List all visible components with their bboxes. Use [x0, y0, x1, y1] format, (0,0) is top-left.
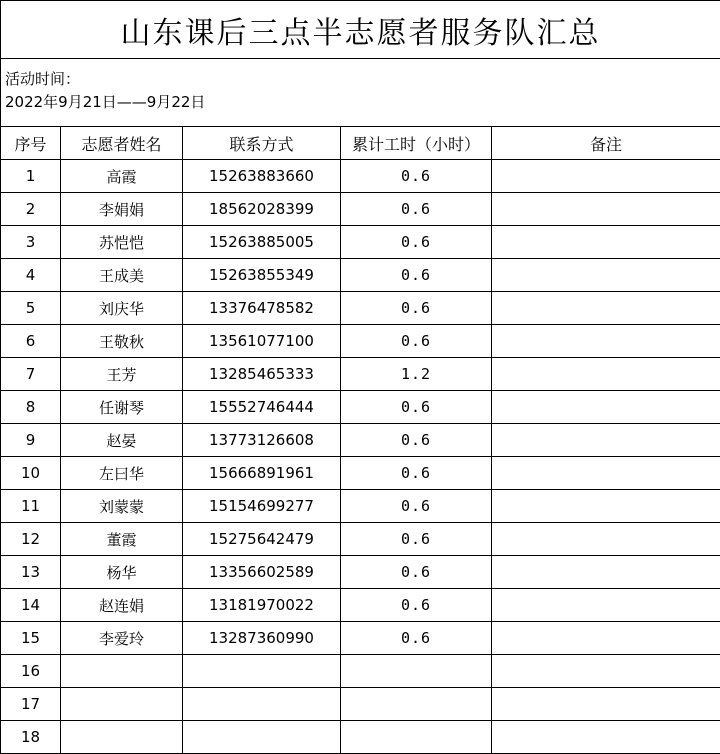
- row-hours: 0.6: [341, 325, 492, 358]
- row-index: 18: [1, 721, 61, 754]
- row-contact: 18562028399: [183, 193, 341, 226]
- row-name: [61, 721, 183, 754]
- activity-date: 2022年9月21日——9月22日: [5, 93, 206, 111]
- row-index: 3: [1, 226, 61, 259]
- row-contact: 13287360990: [183, 622, 341, 655]
- table-row: [1, 259, 720, 292]
- header-hours: 累计工时（小时）: [341, 127, 492, 160]
- row-name: 王芳: [61, 358, 183, 391]
- row-contact: 15666891961: [183, 457, 341, 490]
- header-note: 备注: [492, 127, 720, 160]
- row-index: 6: [1, 325, 61, 358]
- table-row: [1, 523, 720, 556]
- activity-label: 活动时间：: [5, 70, 81, 88]
- row-index: 5: [1, 292, 61, 325]
- row-hours: 0.6: [341, 160, 492, 193]
- activity-info: [1, 59, 720, 127]
- row-index: 17: [1, 688, 61, 721]
- row-note: [492, 292, 720, 325]
- row-note: [492, 721, 720, 754]
- row-contact: 13773126608: [183, 424, 341, 457]
- row-name: 赵晏: [61, 424, 183, 457]
- row-contact: 15552746444: [183, 391, 341, 424]
- row-hours: 0.6: [341, 523, 492, 556]
- table-row: [1, 721, 720, 754]
- row-note: [492, 688, 720, 721]
- row-contact: 13376478582: [183, 292, 341, 325]
- table-row: [1, 457, 720, 490]
- row-contact: 13561077100: [183, 325, 341, 358]
- sheet-title: 山东课后三点半志愿者服务队汇总: [1, 1, 720, 59]
- row-note: [492, 457, 720, 490]
- row-contact: 13181970022: [183, 589, 341, 622]
- row-contact: 15275642479: [183, 523, 341, 556]
- row-note: [492, 424, 720, 457]
- table-row: [1, 556, 720, 589]
- table-row: [1, 424, 720, 457]
- row-note: [492, 160, 720, 193]
- row-name: 董霞: [61, 523, 183, 556]
- row-index: 11: [1, 490, 61, 523]
- row-contact: 15263855349: [183, 259, 341, 292]
- row-name: 刘蒙蒙: [61, 490, 183, 523]
- row-contact: 13356602589: [183, 556, 341, 589]
- row-index: 9: [1, 424, 61, 457]
- row-index: 13: [1, 556, 61, 589]
- row-name: 高霞: [61, 160, 183, 193]
- table-row: [1, 292, 720, 325]
- row-note: [492, 622, 720, 655]
- table-row: [1, 391, 720, 424]
- row-hours: 0.6: [341, 589, 492, 622]
- row-note: [492, 325, 720, 358]
- row-hours: 0.6: [341, 490, 492, 523]
- table-row: [1, 589, 720, 622]
- row-index: 16: [1, 655, 61, 688]
- row-note: [492, 226, 720, 259]
- row-index: 10: [1, 457, 61, 490]
- table-row: [1, 490, 720, 523]
- table-row: [1, 325, 720, 358]
- table-row: [1, 688, 720, 721]
- table-row: [1, 226, 720, 259]
- row-hours: [341, 688, 492, 721]
- table-row: [1, 655, 720, 688]
- row-index: 1: [1, 160, 61, 193]
- header-index: 序号: [1, 127, 61, 160]
- row-contact: [183, 655, 341, 688]
- table-row: [1, 358, 720, 391]
- row-name: 李娟娟: [61, 193, 183, 226]
- header-contact: 联系方式: [183, 127, 341, 160]
- row-contact: 15263885005: [183, 226, 341, 259]
- table-row: [1, 193, 720, 226]
- row-name: 李爱玲: [61, 622, 183, 655]
- row-contact: 15154699277: [183, 490, 341, 523]
- row-note: [492, 556, 720, 589]
- row-name: 任谢琴: [61, 391, 183, 424]
- row-contact: 15263883660: [183, 160, 341, 193]
- row-hours: 0.6: [341, 259, 492, 292]
- row-note: [492, 193, 720, 226]
- row-hours: [341, 721, 492, 754]
- row-index: 7: [1, 358, 61, 391]
- row-note: [492, 391, 720, 424]
- row-name: 王敬秋: [61, 325, 183, 358]
- row-hours: 0.6: [341, 391, 492, 424]
- row-note: [492, 358, 720, 391]
- row-hours: 0.6: [341, 193, 492, 226]
- row-index: 15: [1, 622, 61, 655]
- header-name: 志愿者姓名: [61, 127, 183, 160]
- row-hours: 1.2: [341, 358, 492, 391]
- row-index: 14: [1, 589, 61, 622]
- row-contact: [183, 721, 341, 754]
- row-name: 刘庆华: [61, 292, 183, 325]
- row-name: [61, 688, 183, 721]
- row-hours: 0.6: [341, 424, 492, 457]
- row-hours: 0.6: [341, 622, 492, 655]
- row-name: 王成美: [61, 259, 183, 292]
- row-note: [492, 523, 720, 556]
- table-row: [1, 622, 720, 655]
- row-name: 左曰华: [61, 457, 183, 490]
- table-row: [1, 160, 720, 193]
- row-name: 赵连娟: [61, 589, 183, 622]
- row-hours: [341, 655, 492, 688]
- row-name: [61, 655, 183, 688]
- row-hours: 0.6: [341, 556, 492, 589]
- row-contact: [183, 688, 341, 721]
- row-index: 4: [1, 259, 61, 292]
- row-note: [492, 655, 720, 688]
- row-name: 杨华: [61, 556, 183, 589]
- row-contact: 13285465333: [183, 358, 341, 391]
- row-hours: 0.6: [341, 292, 492, 325]
- row-name: 苏恺恺: [61, 226, 183, 259]
- row-index: 8: [1, 391, 61, 424]
- row-note: [492, 259, 720, 292]
- row-note: [492, 490, 720, 523]
- row-index: 12: [1, 523, 61, 556]
- row-hours: 0.6: [341, 457, 492, 490]
- row-index: 2: [1, 193, 61, 226]
- row-note: [492, 589, 720, 622]
- header-row: [1, 127, 720, 160]
- row-hours: 0.6: [341, 226, 492, 259]
